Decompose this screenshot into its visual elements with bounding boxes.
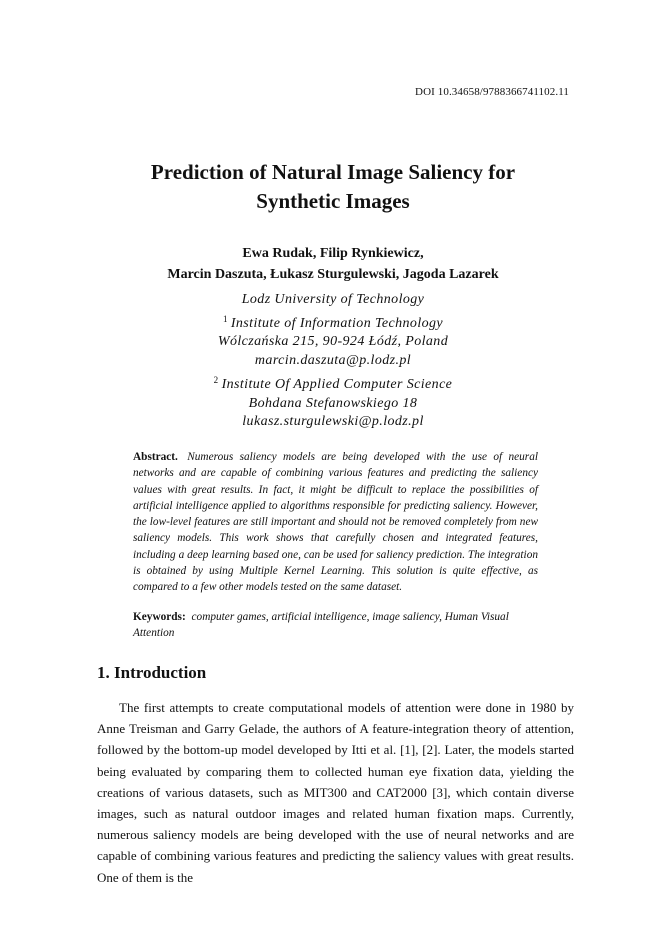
institute-1-address: Wólczańska 215, 90-924 Łódź, Poland — [217, 334, 449, 350]
authors-line-2: Marcin Daszuta, Łukasz Sturgulewski, Jagoda Lazarek — [167, 267, 499, 282]
institute-1-name: Institute of Information Technology — [230, 315, 444, 331]
institute-2-name: Institute Of Applied Computer Science — [221, 376, 453, 392]
title-line-2: Synthetic Images — [256, 189, 410, 213]
abstract-label: Abstract. — [133, 451, 178, 463]
keywords — [133, 609, 538, 642]
institute-1 — [0, 310, 666, 334]
keywords-label: Keywords: — [133, 611, 186, 623]
section-heading: 1. Introduction — [97, 663, 207, 682]
institute-2-number: 2 — [213, 374, 219, 385]
affiliation-block — [0, 291, 666, 432]
authors-line-1: Ewa Rudak, Filip Rynkiewicz, — [242, 246, 424, 261]
keywords-text: computer games, artificial intelligence, image saliency, Human Visual Attention — [133, 611, 509, 640]
university-name: Lodz University of Technology — [241, 292, 425, 307]
paper-title — [0, 158, 666, 216]
abstract — [133, 449, 538, 596]
doi-label: DOI 10.34658/9788366741102.11 — [415, 86, 569, 98]
institute-1-number: 1 — [222, 313, 228, 324]
title-line-1: Prediction of Natural Image Saliency for — [150, 160, 516, 184]
institute-2-address: Bohdana Stefanowskiego 18 — [248, 395, 418, 411]
abstract-text: Numerous saliency models are being developed with the use of neural networks and are capable of combining various features and predicting the saliency values with great results. In fact, it might be difficult to replace the possibilities of artificial intelligence applied to algorithms responsible for predicting saliency. However, the low-level features are still important and should not be removed completely from new saliency models. This work shows that carefully chosen and integrated features, including a deep learning based one, can be used for saliency prediction. The integration is obtained by using Multiple Kernel Learning. This solution is quite effective, as compared to a few other models tested on the same dataset. — [133, 451, 538, 594]
institute-1-email: marcin.daszuta@p.lodz.pl — [254, 353, 412, 369]
body-paragraph: The first attempts to create computational models of attention were done in 1980 by Anne Treisman and Garry Gelade, the authors of A feature-integration theory of attention, followed by the bottom-up model developed by Itti et al. [1], [2]. Later, the models started being evaluated by comparing them to collected human eye fixation data, yielding the creations of various datasets, such as MIT300 and CAT2000 [3], which contain diverse images, such as natural outdoor images and related human fixation maps. Currently, numerous saliency models are being developed with the use of neural networks and are capable of combining various features and predicting the saliency values with great results. One of them is the — [97, 700, 574, 885]
institute-2 — [0, 371, 666, 395]
institute-2-email: lukasz.sturgulewski@p.lodz.pl — [242, 414, 424, 430]
author-list — [0, 243, 666, 285]
